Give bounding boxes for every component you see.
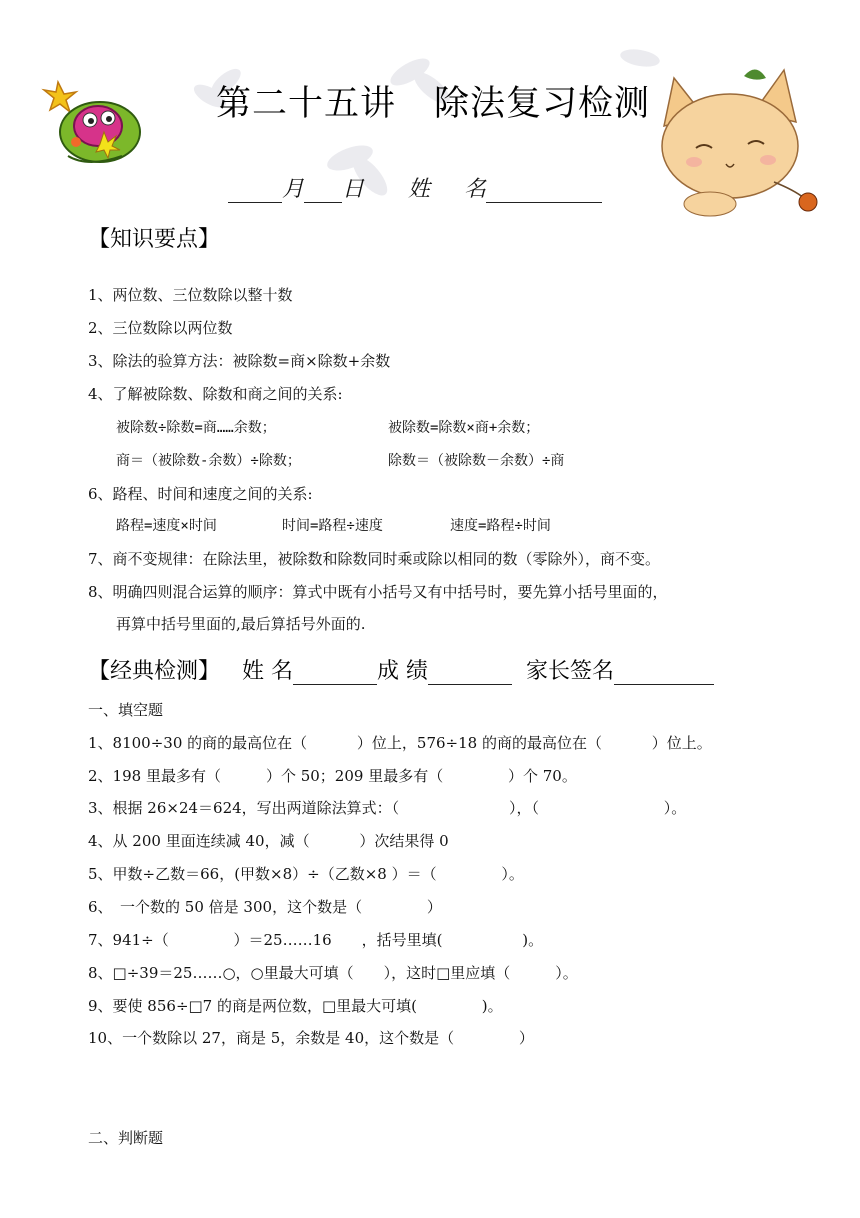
title-lecture: 第二十五讲 [216, 84, 397, 124]
relation-4: 除数＝（被除数－余数）÷商 [388, 453, 565, 469]
month-label: 月 [282, 177, 305, 202]
frog-mascot-icon [38, 70, 148, 170]
question-6: 6、 一个数的 50 倍是 300，这个数是（ ） [88, 898, 442, 916]
speed-formula-1: 路程=速度×时间 [116, 518, 217, 534]
knowledge-item-4: 4、了解被除数、除数和商之间的关系: [88, 385, 343, 403]
parent-signature-label: 家长签名 [526, 659, 615, 684]
relation-3: 商＝（被除数-余数）÷除数； [116, 453, 301, 469]
title-topic: 除法复习检测 [434, 84, 651, 124]
name-label-1: 姓 [408, 177, 431, 202]
knowledge-heading: 【知识要点】 [88, 227, 221, 252]
test-heading: 【经典检测】 [88, 659, 221, 684]
day-label: 日 [342, 177, 365, 202]
question-2: 2、198 里最多有（ ）个 50；209 里最多有（ ）个 70。 [88, 767, 577, 785]
student-name-blank[interactable] [293, 662, 377, 685]
section-fill-blank: 一、填空题 [88, 701, 164, 719]
parent-signature-blank[interactable] [614, 662, 714, 685]
knowledge-item-6: 6、路程、时间和速度之间的关系: [88, 485, 313, 503]
day-blank[interactable] [304, 180, 342, 203]
knowledge-item-7: 7、商不变规律：在除法里，被除数和除数同时乘或除以相同的数（零除外），商不变。 [88, 550, 661, 568]
question-4: 4、从 200 里面连续减 40，减（ ）次结果得 0 [88, 832, 449, 850]
question-1: 1、8100÷30 的商的最高位在（ ）位上，576÷18 的商的最高位在（ ）位上。 [88, 734, 712, 752]
name-label-2: 名 [464, 177, 487, 202]
question-9: 9、要使 856÷□7 的商是两位数，□里最大可填( )。 [88, 997, 503, 1015]
question-5: 5、甲数÷乙数＝66，(甲数×8）÷（乙数×8 ）＝（ ）。 [88, 865, 524, 883]
knowledge-item-8-line2: 再算中括号里面的,最后算括号外面的. [116, 615, 366, 633]
question-10: 10、一个数除以 27，商是 5，余数是 40，这个数是（ ） [88, 1029, 534, 1047]
score-label: 成 绩 [377, 659, 429, 684]
knowledge-item-3: 3、除法的验算方法：被除数=商×除数+余数 [88, 352, 391, 370]
month-blank[interactable] [228, 180, 282, 203]
name-blank[interactable] [486, 180, 602, 203]
speed-formula-2: 时间=路程÷速度 [282, 518, 383, 534]
page-title [216, 76, 650, 126]
cat-mascot-icon [644, 56, 834, 226]
knowledge-item-2: 2、三位数除以两位数 [88, 319, 233, 337]
knowledge-item-1: 1、两位数、三位数除以整十数 [88, 286, 293, 304]
question-3: 3、根据 26×24＝624，写出两道除法算式：（ ），（ ）。 [88, 799, 687, 817]
date-name-line [228, 172, 602, 203]
speed-formula-3: 速度=路程÷时间 [450, 518, 551, 534]
relation-1: 被除数÷除数=商……余数； [116, 420, 276, 436]
question-8: 8、□÷39＝25……○，○里最大可填（ ），这时□里应填（ ）。 [88, 964, 578, 982]
section-true-false: 二、判断题 [88, 1129, 164, 1147]
relation-2: 被除数=除数×商+余数； [388, 420, 540, 436]
knowledge-item-8-line1: 8、明确四则混合运算的顺序：算式中既有小括号又有中括号时，要先算小括号里面的， [88, 583, 668, 601]
student-name-label: 姓 名 [242, 659, 294, 684]
question-7: 7、941÷（ ）＝25……16 ，括号里填( )。 [88, 931, 544, 949]
test-heading-line [88, 654, 714, 685]
score-blank[interactable] [428, 662, 512, 685]
